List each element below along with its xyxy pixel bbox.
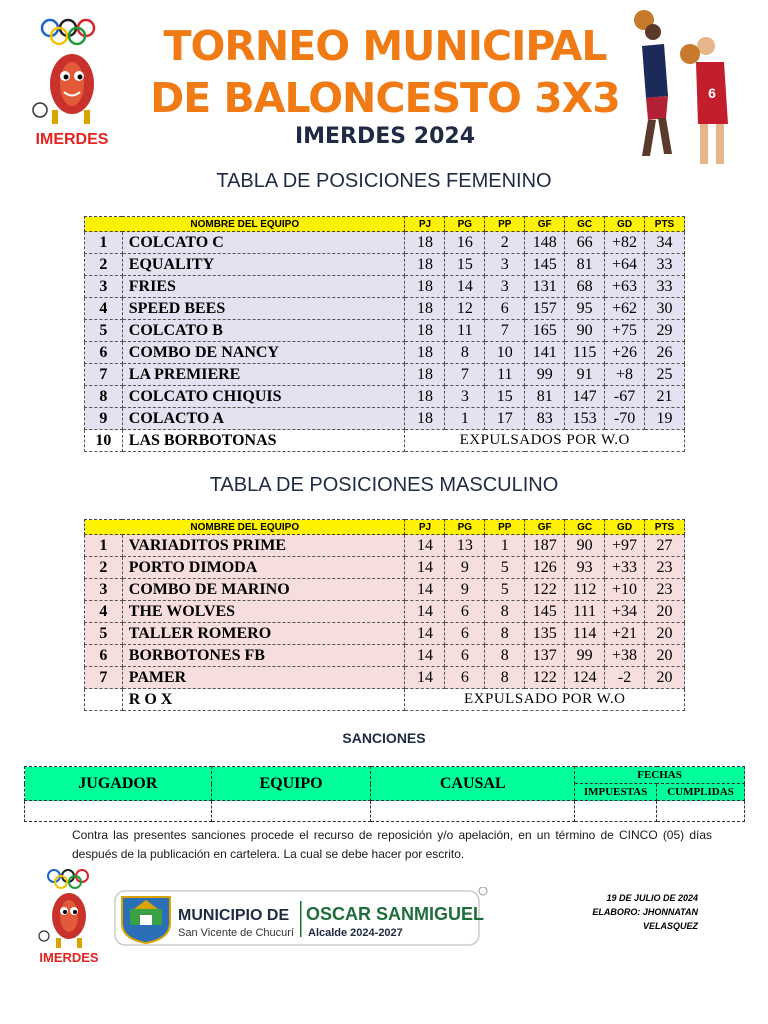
- gf-cell: 165: [525, 320, 565, 342]
- expelled-row: [85, 430, 685, 452]
- pp-cell: 3: [485, 254, 525, 276]
- position-cell: [85, 689, 123, 711]
- appeal-note: Contra las presentes sanciones procede el recurso de reposición y/o apelación, en un término de CINCO (05) días después de la publicación en cartelera. La cual se debe hacer por escrito.: [72, 828, 712, 861]
- pp-cell: 11: [485, 364, 525, 386]
- signature-block: [546, 891, 698, 933]
- pts-cell: 23: [645, 557, 685, 579]
- team-name-cell: COLCATO CHIQUIS: [122, 386, 405, 408]
- tournament-subtitle: IMERDES 2024: [294, 124, 476, 149]
- pj-cell: 18: [405, 386, 445, 408]
- expelled-status-cell: EXPULSADO POR W.O: [405, 689, 685, 711]
- gd-cell: +10: [605, 579, 645, 601]
- col-gf: GF: [525, 217, 565, 232]
- pts-cell: 23: [645, 579, 685, 601]
- gf-cell: 126: [525, 557, 565, 579]
- gf-cell: 122: [525, 579, 565, 601]
- svg-text:6: 6: [708, 85, 716, 101]
- table-row: [85, 254, 685, 276]
- pp-cell: 3: [485, 276, 525, 298]
- gc-cell: 68: [565, 276, 605, 298]
- team-name-cell: EQUALITY: [122, 254, 405, 276]
- pg-cell: 12: [445, 298, 485, 320]
- gf-cell: 141: [525, 342, 565, 364]
- pg-cell: 6: [445, 667, 485, 689]
- pg-cell: 15: [445, 254, 485, 276]
- pts-cell: 26: [645, 342, 685, 364]
- position-cell: 4: [85, 298, 123, 320]
- gf-cell: 137: [525, 645, 565, 667]
- position-cell: 6: [85, 645, 123, 667]
- pg-cell: 8: [445, 342, 485, 364]
- position-cell: 10: [85, 430, 123, 452]
- gf-cell: 187: [525, 535, 565, 557]
- pj-cell: 14: [405, 601, 445, 623]
- col-gc: GC: [565, 520, 605, 535]
- pj-cell: 14: [405, 667, 445, 689]
- gd-cell: +38: [605, 645, 645, 667]
- pp-cell: 5: [485, 557, 525, 579]
- pg-cell: 9: [445, 579, 485, 601]
- pts-cell: 30: [645, 298, 685, 320]
- pp-cell: 7: [485, 320, 525, 342]
- expelled-status-cell: EXPULSADOS POR W.O: [405, 430, 685, 452]
- elaboro-label: ELABORO: JHONNATAN VELASQUEZ: [592, 907, 698, 931]
- gc-cell: 114: [565, 623, 605, 645]
- pg-cell: 1: [445, 408, 485, 430]
- col-team: NOMBRE DEL EQUIPO: [85, 520, 405, 535]
- gc-cell: 115: [565, 342, 605, 364]
- col-gd: GD: [605, 520, 645, 535]
- table-row: [85, 386, 685, 408]
- gc-cell: 147: [565, 386, 605, 408]
- pg-cell: 14: [445, 276, 485, 298]
- cell-impuestas: [575, 801, 657, 822]
- gc-cell: 99: [565, 645, 605, 667]
- gc-cell: 124: [565, 667, 605, 689]
- pts-cell: 21: [645, 386, 685, 408]
- position-cell: 9: [85, 408, 123, 430]
- gd-cell: +64: [605, 254, 645, 276]
- pp-cell: 17: [485, 408, 525, 430]
- table-row: [85, 557, 685, 579]
- gd-cell: +62: [605, 298, 645, 320]
- gf-cell: 148: [525, 232, 565, 254]
- expelled-row: [85, 689, 685, 711]
- pts-cell: 25: [645, 364, 685, 386]
- pp-cell: 8: [485, 645, 525, 667]
- pp-cell: 1: [485, 535, 525, 557]
- table-row: [85, 342, 685, 364]
- pts-cell: 33: [645, 254, 685, 276]
- cell-causal: [371, 801, 575, 822]
- male-standings-table: [84, 519, 685, 711]
- gd-cell: +8: [605, 364, 645, 386]
- gf-cell: 131: [525, 276, 565, 298]
- gf-cell: 145: [525, 601, 565, 623]
- table-row: [85, 320, 685, 342]
- gc-cell: 91: [565, 364, 605, 386]
- pj-cell: 18: [405, 298, 445, 320]
- gd-cell: -2: [605, 667, 645, 689]
- pts-cell: 34: [645, 232, 685, 254]
- table-row: [85, 601, 685, 623]
- gc-cell: 95: [565, 298, 605, 320]
- col-impuestas: IMPUESTAS: [575, 784, 657, 801]
- sanctions-table: [24, 766, 745, 822]
- pj-cell: 18: [405, 408, 445, 430]
- pj-cell: 18: [405, 320, 445, 342]
- col-equipo: EQUIPO: [211, 767, 371, 801]
- col-jugador: JUGADOR: [25, 767, 212, 801]
- table-row: [85, 298, 685, 320]
- gd-cell: +34: [605, 601, 645, 623]
- gd-cell: +33: [605, 557, 645, 579]
- gf-cell: 157: [525, 298, 565, 320]
- pp-cell: 10: [485, 342, 525, 364]
- imerdes-logo-text: IMERDES: [35, 131, 109, 148]
- pg-cell: 7: [445, 364, 485, 386]
- col-pj: PJ: [405, 217, 445, 232]
- tournament-title-line1: TORNEO MUNICIPAL: [163, 22, 607, 70]
- pts-cell: 19: [645, 408, 685, 430]
- gd-cell: +82: [605, 232, 645, 254]
- pj-cell: 18: [405, 364, 445, 386]
- position-cell: 6: [85, 342, 123, 364]
- pj-cell: 14: [405, 623, 445, 645]
- team-name-cell: COLCATO C: [122, 232, 405, 254]
- col-causal: CAUSAL: [371, 767, 575, 801]
- imerdes-logo: [22, 14, 122, 149]
- gf-cell: 122: [525, 667, 565, 689]
- position-cell: 1: [85, 535, 123, 557]
- mayor-role: Alcalde 2024-2027: [308, 927, 403, 939]
- town-shield-icon: [122, 897, 170, 943]
- pj-cell: 18: [405, 254, 445, 276]
- position-cell: 3: [85, 579, 123, 601]
- cell-cumplidas: [657, 801, 745, 822]
- municipio-label: MUNICIPIO DE: [178, 907, 290, 924]
- gf-cell: 83: [525, 408, 565, 430]
- female-standings-table: [84, 216, 685, 452]
- position-cell: 1: [85, 232, 123, 254]
- gd-cell: -70: [605, 408, 645, 430]
- team-name-cell: TALLER ROMERO: [122, 623, 405, 645]
- col-fechas: FECHAS: [575, 767, 745, 784]
- team-name-cell: LAS BORBOTONAS: [122, 430, 405, 452]
- mayor-name: OSCAR SANMIGUEL: [306, 904, 485, 924]
- col-cumplidas: CUMPLIDAS: [657, 784, 745, 801]
- col-pts: PTS: [645, 520, 685, 535]
- gc-cell: 111: [565, 601, 605, 623]
- pj-cell: 14: [405, 557, 445, 579]
- cell-equipo: [211, 801, 371, 822]
- table-row: [85, 623, 685, 645]
- pts-cell: 20: [645, 645, 685, 667]
- position-cell: 3: [85, 276, 123, 298]
- pg-cell: 13: [445, 535, 485, 557]
- table-row: [85, 408, 685, 430]
- gc-cell: 81: [565, 254, 605, 276]
- sanctions-title: SANCIONES: [342, 730, 426, 746]
- gf-cell: 81: [525, 386, 565, 408]
- col-pg: PG: [445, 217, 485, 232]
- col-gf: GF: [525, 520, 565, 535]
- cell-jugador: [25, 801, 212, 822]
- team-name-cell: THE WOLVES: [122, 601, 405, 623]
- gc-cell: 112: [565, 579, 605, 601]
- pj-cell: 18: [405, 342, 445, 364]
- pj-cell: 14: [405, 645, 445, 667]
- gd-cell: +75: [605, 320, 645, 342]
- gc-cell: 90: [565, 320, 605, 342]
- gc-cell: 90: [565, 535, 605, 557]
- gf-cell: 145: [525, 254, 565, 276]
- team-name-cell: BORBOTONES FB: [122, 645, 405, 667]
- gf-cell: 99: [525, 364, 565, 386]
- gc-cell: 93: [565, 557, 605, 579]
- pp-cell: 8: [485, 667, 525, 689]
- pp-cell: 8: [485, 623, 525, 645]
- pts-cell: 29: [645, 320, 685, 342]
- pp-cell: 2: [485, 232, 525, 254]
- pp-cell: 6: [485, 298, 525, 320]
- position-cell: 4: [85, 601, 123, 623]
- gd-cell: -67: [605, 386, 645, 408]
- table-row: [85, 667, 685, 689]
- team-name-cell: R O X: [122, 689, 405, 711]
- basketball-players-image: [620, 6, 750, 168]
- col-gd: GD: [605, 217, 645, 232]
- pts-cell: 27: [645, 535, 685, 557]
- gc-cell: 153: [565, 408, 605, 430]
- table-row: [85, 579, 685, 601]
- pj-cell: 14: [405, 579, 445, 601]
- pp-cell: 15: [485, 386, 525, 408]
- pp-cell: 5: [485, 579, 525, 601]
- pg-cell: 6: [445, 623, 485, 645]
- town-label: San Vicente de Chucurí: [178, 927, 294, 939]
- team-name-cell: LA PREMIERE: [122, 364, 405, 386]
- imerdes-footer-logo-text: IMERDES: [39, 950, 99, 965]
- table-row: [25, 801, 745, 822]
- table-row: [85, 364, 685, 386]
- table-row: [85, 535, 685, 557]
- gc-cell: 66: [565, 232, 605, 254]
- team-name-cell: PAMER: [122, 667, 405, 689]
- gd-cell: +21: [605, 623, 645, 645]
- female-standings-title: TABLA DE POSICIONES FEMENINO: [216, 170, 552, 192]
- team-name-cell: PORTO DIMODA: [122, 557, 405, 579]
- pts-cell: 20: [645, 667, 685, 689]
- pg-cell: 11: [445, 320, 485, 342]
- pp-cell: 8: [485, 601, 525, 623]
- table-header-row: [85, 217, 685, 232]
- col-pg: PG: [445, 520, 485, 535]
- pg-cell: 3: [445, 386, 485, 408]
- col-gc: GC: [565, 217, 605, 232]
- pg-cell: 16: [445, 232, 485, 254]
- pg-cell: 6: [445, 645, 485, 667]
- position-cell: 7: [85, 364, 123, 386]
- gf-cell: 135: [525, 623, 565, 645]
- pts-cell: 20: [645, 623, 685, 645]
- team-name-cell: COMBO DE NANCY: [122, 342, 405, 364]
- tournament-title-line2: DE BALONCESTO 3X3: [150, 74, 620, 122]
- col-team: NOMBRE DEL EQUIPO: [85, 217, 405, 232]
- pj-cell: 18: [405, 232, 445, 254]
- pg-cell: 9: [445, 557, 485, 579]
- position-cell: 7: [85, 667, 123, 689]
- gd-cell: +26: [605, 342, 645, 364]
- team-name-cell: COLACTO A: [122, 408, 405, 430]
- position-cell: 5: [85, 320, 123, 342]
- date-label: 19 DE JULIO DE 2024: [606, 893, 698, 903]
- pg-cell: 6: [445, 601, 485, 623]
- col-pp: PP: [485, 520, 525, 535]
- team-name-cell: VARIADITOS PRIME: [122, 535, 405, 557]
- pts-cell: 20: [645, 601, 685, 623]
- team-name-cell: FRIES: [122, 276, 405, 298]
- pj-cell: 18: [405, 276, 445, 298]
- col-pts: PTS: [645, 217, 685, 232]
- col-pj: PJ: [405, 520, 445, 535]
- position-cell: 2: [85, 557, 123, 579]
- pts-cell: 33: [645, 276, 685, 298]
- gd-cell: +63: [605, 276, 645, 298]
- table-row: [85, 232, 685, 254]
- team-name-cell: COMBO DE MARINO: [122, 579, 405, 601]
- table-row: [85, 645, 685, 667]
- table-row: [85, 276, 685, 298]
- position-cell: 5: [85, 623, 123, 645]
- position-cell: 2: [85, 254, 123, 276]
- male-standings-title: TABLA DE POSICIONES MASCULINO: [209, 474, 559, 496]
- col-pp: PP: [485, 217, 525, 232]
- municipio-banner: [114, 887, 489, 947]
- pj-cell: 14: [405, 535, 445, 557]
- imerdes-footer-logo: [30, 866, 108, 966]
- team-name-cell: COLCATO B: [122, 320, 405, 342]
- team-name-cell: SPEED BEES: [122, 298, 405, 320]
- table-header-row: [85, 520, 685, 535]
- gd-cell: +97: [605, 535, 645, 557]
- position-cell: 8: [85, 386, 123, 408]
